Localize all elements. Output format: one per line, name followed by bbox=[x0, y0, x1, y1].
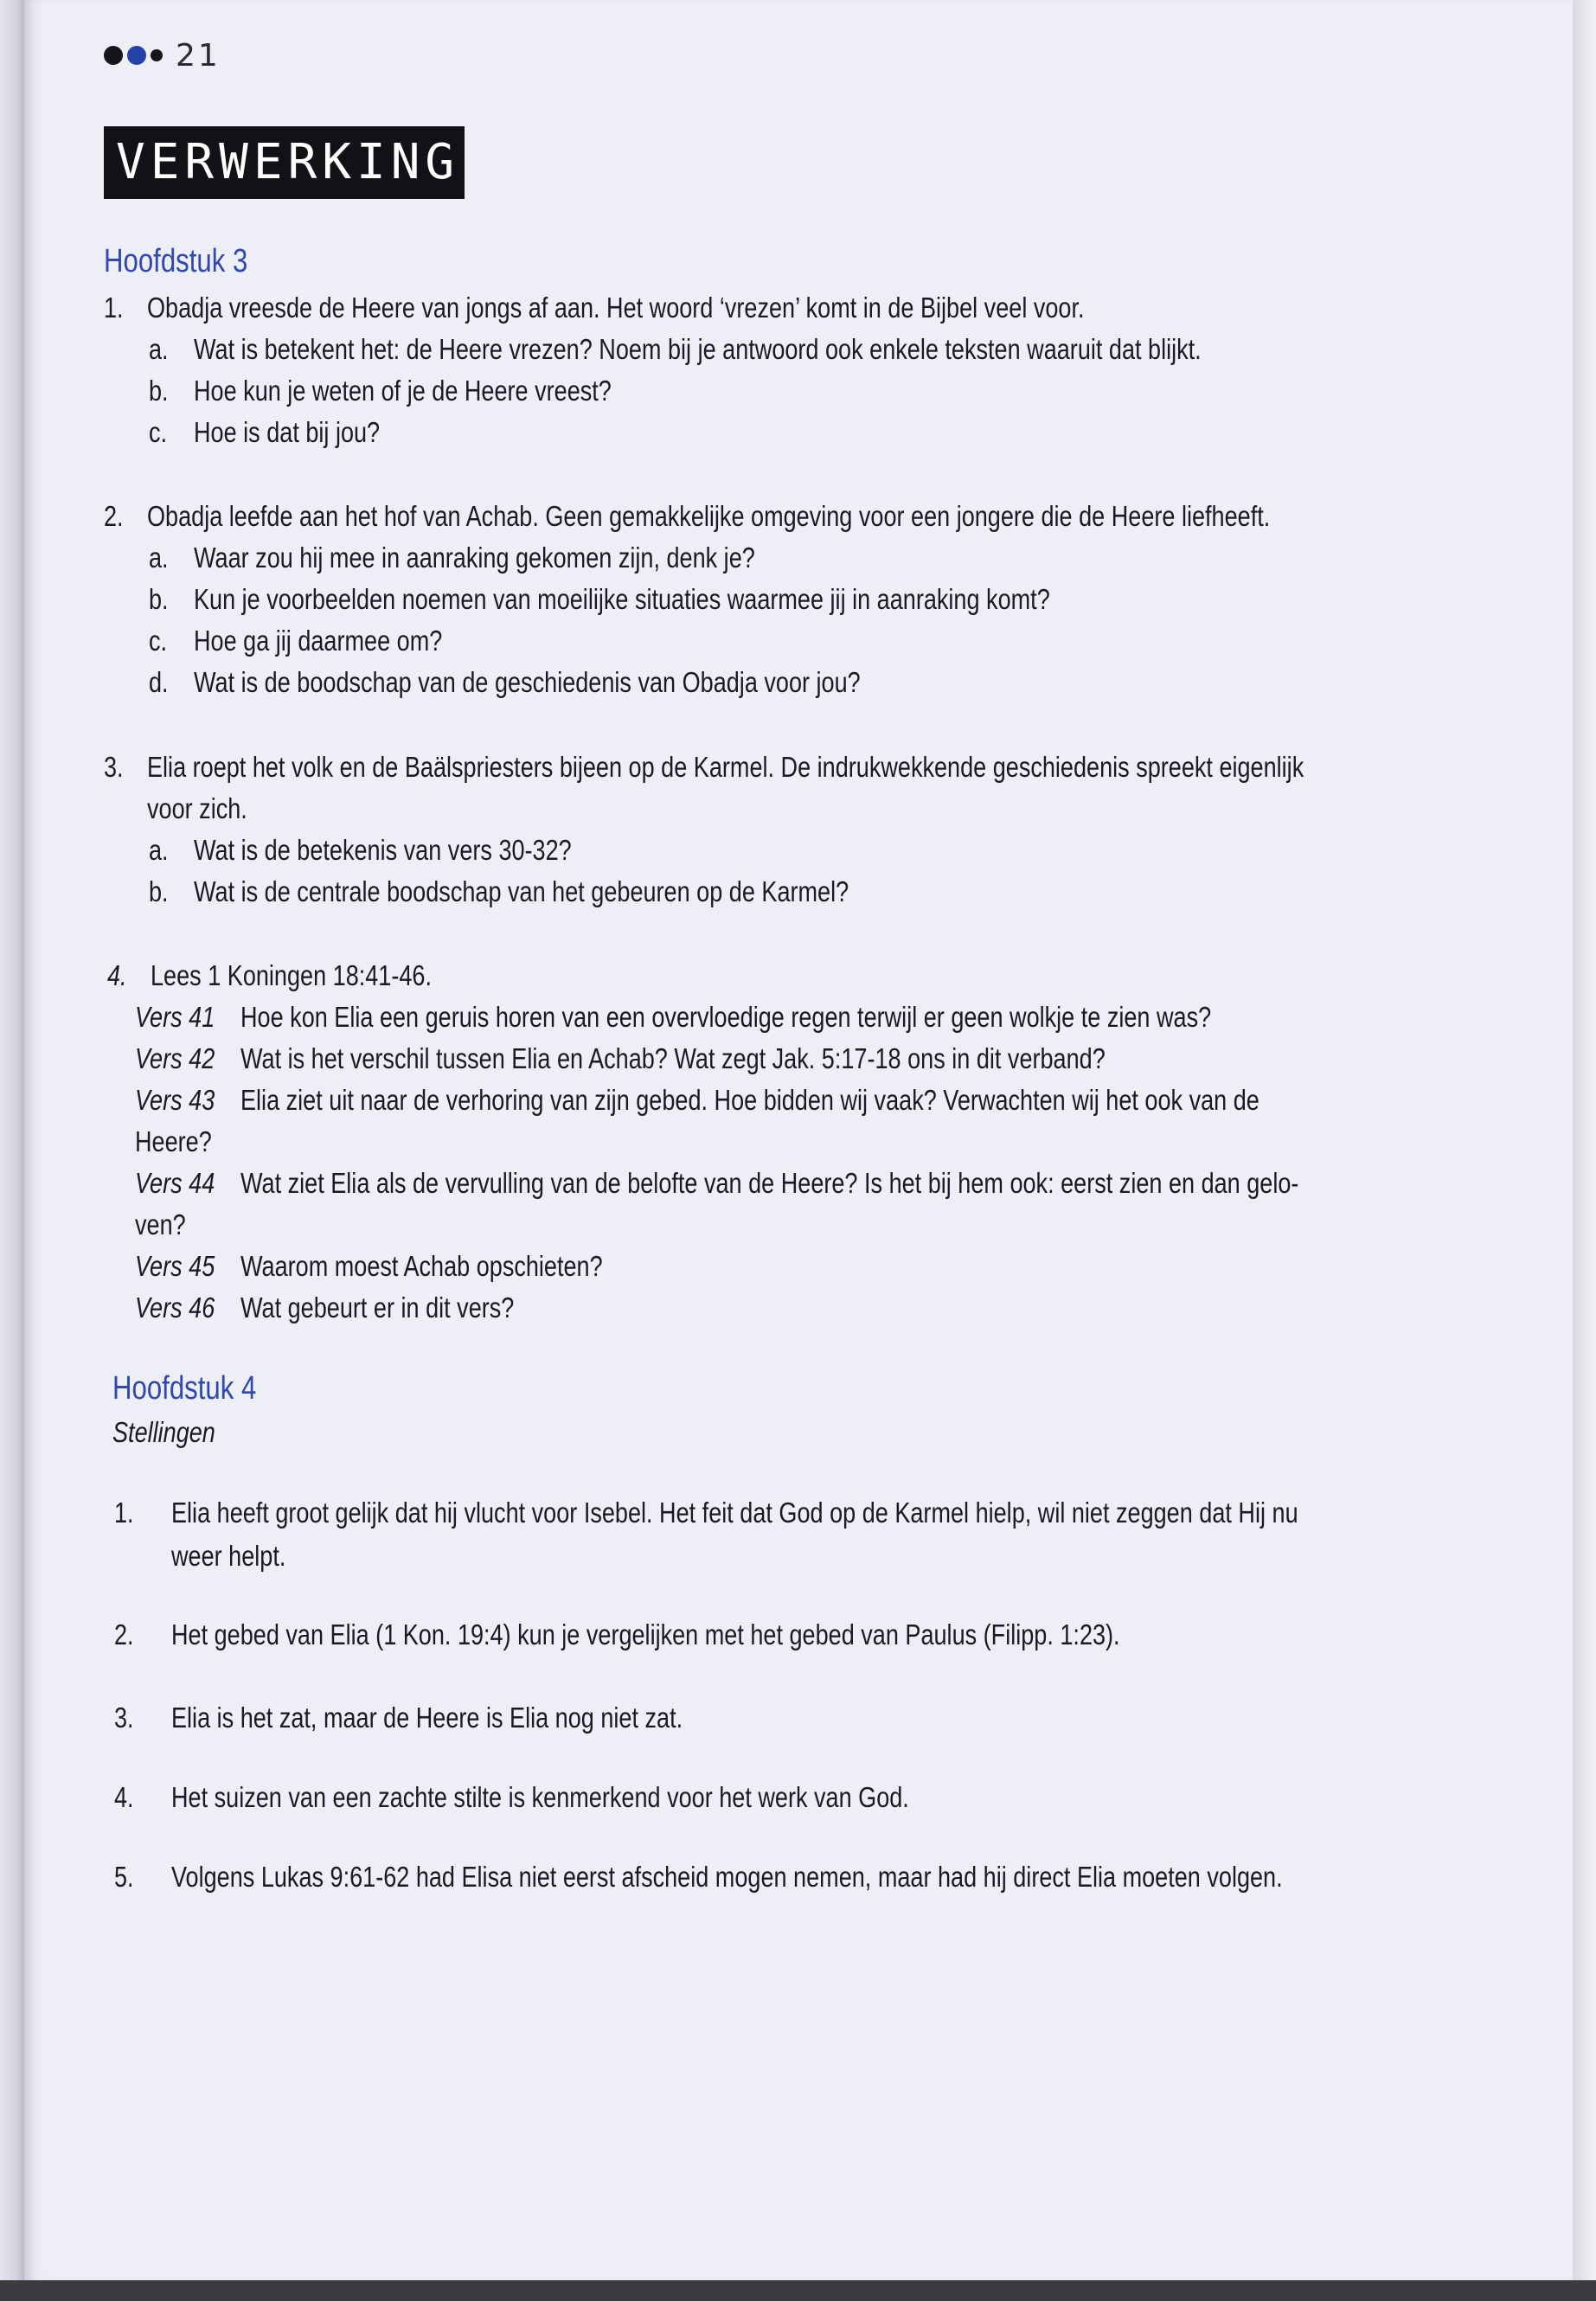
verse-label: Vers 46 bbox=[135, 1292, 215, 1324]
question-3b-text: Wat is de centrale boodschap van het gebeuren op de Karmel? bbox=[194, 875, 849, 907]
question-1-number: 1. bbox=[104, 292, 124, 324]
chapter-4-subheading: Stellingen bbox=[112, 1416, 215, 1448]
statement-number: 5. bbox=[114, 1861, 134, 1893]
question-2c-label: c. bbox=[149, 625, 168, 657]
question-2-number: 2. bbox=[104, 500, 124, 532]
question-3b-label: b. bbox=[149, 875, 169, 907]
verse-question: Waarom moest Achab opschieten? bbox=[240, 1250, 603, 1282]
verse-question-continued: ven? bbox=[135, 1208, 186, 1240]
question-2a-text: Waar zou hij mee in aanraking gekomen zijn, denk je? bbox=[194, 542, 755, 574]
statement-text: Het gebed van Elia (1 Kon. 19:4) kun je vergelijken met het gebed van Paulus (Filipp. 1:23). bbox=[171, 1618, 1120, 1650]
question-1a-text: Wat is betekent het: de Heere vrezen? Noem bij je antwoord ook enkele teksten waaruit dat blijkt. bbox=[194, 333, 1202, 365]
marker-dot-icon bbox=[127, 46, 146, 65]
statement-number: 1. bbox=[114, 1497, 134, 1529]
statement-text: Elia heeft groot gelijk dat hij vlucht voor Isebel. Het feit dat God op de Karmel hielp, wil niet zeggen dat Hij nu bbox=[171, 1497, 1298, 1529]
question-4-text: Lees 1 Koningen 18:41-46. bbox=[151, 959, 432, 991]
verse-label: Vers 44 bbox=[135, 1167, 215, 1199]
chapter-3-heading: Hoofdstuk 3 bbox=[104, 243, 248, 279]
statement-number: 4. bbox=[114, 1781, 134, 1813]
statement-text: Elia is het zat, maar de Heere is Elia nog niet zat. bbox=[171, 1702, 683, 1734]
question-1a-label: a. bbox=[149, 333, 169, 365]
question-4-number: 4. bbox=[107, 959, 127, 991]
marker-dot-icon bbox=[151, 49, 163, 61]
question-2c-text: Hoe ga jij daarmee om? bbox=[194, 625, 443, 657]
statement-number: 2. bbox=[114, 1618, 134, 1650]
statement-number: 3. bbox=[114, 1702, 134, 1734]
question-1c-label: c. bbox=[149, 416, 168, 448]
question-2-text: Obadja leefde aan het hof van Achab. Geen gemakkelijke omgeving voor een jongere die de Heere liefheeft. bbox=[147, 500, 1271, 532]
verse-question-continued: Heere? bbox=[135, 1125, 212, 1157]
question-1-text: Obadja vreesde de Heere van jongs af aan. Het woord ‘vrezen’ komt in de Bijbel veel voor. bbox=[147, 292, 1085, 324]
statement-text: Volgens Lukas 9:61-62 had Elisa niet eerst afscheid mogen nemen, maar had hij direct Elia moeten volgen. bbox=[171, 1861, 1283, 1893]
question-3-number: 3. bbox=[104, 751, 124, 783]
page-number: 21 bbox=[176, 37, 221, 74]
page-bottom-edge bbox=[0, 2280, 1596, 2301]
verse-label: Vers 41 bbox=[135, 1001, 215, 1033]
question-2d-label: d. bbox=[149, 666, 169, 698]
verse-question: Wat gebeurt er in dit vers? bbox=[240, 1292, 515, 1324]
question-1b-text: Hoe kun je weten of je de Heere vreest? bbox=[194, 375, 612, 407]
question-3-text-continued: voor zich. bbox=[147, 792, 247, 824]
statement-text: Het suizen van een zachte stilte is kenmerkend voor het werk van God. bbox=[171, 1781, 909, 1813]
question-2d-text: Wat is de boodschap van de geschiedenis van Obadja voor jou? bbox=[194, 666, 861, 698]
chapter-4-heading: Hoofdstuk 4 bbox=[112, 1370, 257, 1407]
section-title: VERWERKING bbox=[104, 126, 465, 199]
verse-label: Vers 42 bbox=[135, 1042, 215, 1074]
question-2b-text: Kun je voorbeelden noemen van moeilijke situaties waarmee jij in aanraking komt? bbox=[194, 583, 1050, 615]
verse-question: Wat ziet Elia als de vervulling van de belofte van de Heere? Is het bij hem ook: eerst zien en dan gelo- bbox=[240, 1167, 1299, 1199]
verse-label: Vers 45 bbox=[135, 1250, 215, 1282]
verse-question: Elia ziet uit naar de verhoring van zijn gebed. Hoe bidden wij vaak? Verwachten wij het ook van de bbox=[240, 1084, 1259, 1116]
book-spine-edge bbox=[0, 0, 24, 2301]
verse-question: Hoe kon Elia een geruis horen van een overvloedige regen terwijl er geen wolkje te zien was? bbox=[240, 1001, 1212, 1033]
question-2b-label: b. bbox=[149, 583, 169, 615]
verse-question: Wat is het verschil tussen Elia en Achab? Wat zegt Jak. 5:17-18 ons in dit verband? bbox=[240, 1042, 1106, 1074]
page-right-edge bbox=[1573, 0, 1596, 2280]
statement-text-continued: weer helpt. bbox=[171, 1540, 286, 1572]
question-1b-label: b. bbox=[149, 375, 169, 407]
verse-label: Vers 43 bbox=[135, 1084, 215, 1116]
question-3a-label: a. bbox=[149, 834, 169, 866]
page-marker bbox=[104, 36, 221, 74]
marker-dot-icon bbox=[104, 46, 123, 65]
question-2a-label: a. bbox=[149, 542, 169, 574]
question-3-text: Elia roept het volk en de Baälspriesters bijeen op de Karmel. De indrukwekkende geschiedenis spreekt eigenlijk bbox=[147, 751, 1304, 783]
question-1c-text: Hoe is dat bij jou? bbox=[194, 416, 381, 448]
question-3a-text: Wat is de betekenis van vers 30-32? bbox=[194, 834, 572, 866]
